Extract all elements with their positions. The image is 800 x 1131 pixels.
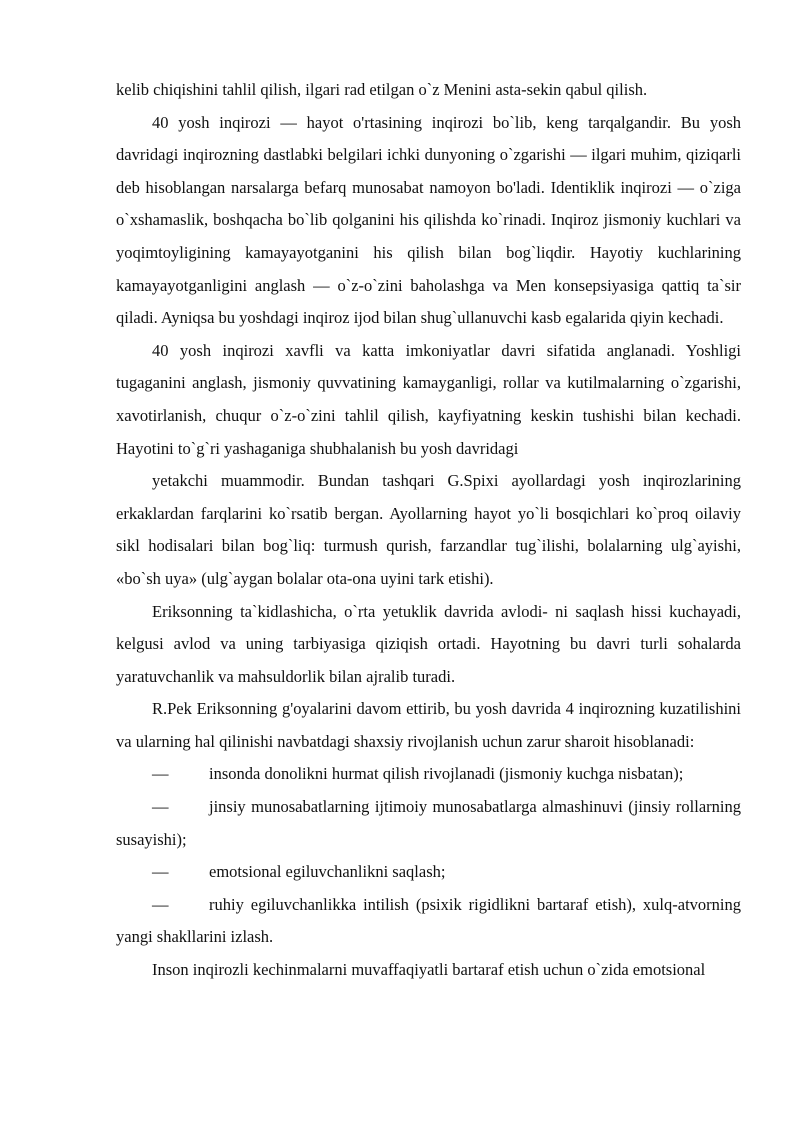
list-dash-marker: — bbox=[152, 894, 169, 914]
list-item-text: jinsiy munosabatlarning ijtimoiy munosabatlarga almashinuvi (jinsiy rollarning susayishi); bbox=[116, 797, 741, 849]
list-item-text: ruhiy egiluvchanlikka intilish (psixik rigidlikni bartaraf etish), xulq-atvorning yangi shakllarini izlash. bbox=[116, 894, 741, 947]
list-item-text: emotsional egiluvchanlikni saqlash; bbox=[209, 862, 446, 882]
paragraph-crisis-40: 40 yosh inqirozi — hayot o'rtasining inqirozi bo`lib, keng tarqalgandir. Bu yosh davridagi inqirozning dastlabki belgilari ichki dunyoning o`zgarishi — ilgari muhim, qiziqarli deb hisoblangan narsalarga befarq munosabat namoyon bo'ladi. Identiklik inqirozi — o`ziga o`xshamaslik, boshqacha bo`lib qolganini his qilishda ko`rinadi. Inqiroz jismoniy kuchlari va yoqimtoyligining kamayayotganini his qilish bilan bog`liqdir. Hayotiy kuchlarining kamayayotganligini anglash — o`z-o`zini baholashga va Men konsepsiyasiga qattiq ta`sir qiladi. Ayniqsa bu yoshdagi inqiroz ijod bilan shug`ullanuvchi kasb egalarida qiyin kechadi. bbox=[116, 112, 741, 328]
paragraph-peck: R.Pek Eriksonning g'oyalarini davom ettirib, bu yosh davrida 4 inqirozning kuzatilishini va ularning hal qilinishi navbatdagi shaxsiy rivojlanish uchun zarur sharoit hisoblanadi: bbox=[116, 699, 741, 751]
list-item bbox=[116, 856, 741, 889]
paragraph-crisis-opportunities: 40 yosh inqirozi xavfli va katta imkoniyatlar davri sifatida anglanadi. Yoshligi tugaganini anglash, jismoniy quvvatining kamayganligi, rollar va kutilmalarning o`zgarishi, xavotirlanish, chuqur o`z-o`zini tahlil qilish, kayfiyatning keskin tushishi bilan kechadi. Hayotini to`g`ri yashaganiga shubhalanish bu yosh davridagi bbox=[116, 340, 741, 458]
list-dash-marker: — bbox=[152, 764, 169, 784]
list-item-text: insonda donolikni hurmat qilish rivojlanadi (jismoniy kuchga nisbatan); bbox=[209, 764, 684, 784]
list-item bbox=[116, 791, 741, 856]
list-dash-marker: — bbox=[152, 797, 169, 817]
paragraph-continuation: kelib chiqishini tahlil qilish, ilgari rad etilgan o`z Menini asta-sekin qabul qilish. bbox=[116, 80, 648, 99]
paragraph-closing: Inson inqirozli kechinmalarni muvaffaqiyatli bartaraf etish uchun o`zida emotsional bbox=[152, 960, 706, 980]
list-item bbox=[116, 758, 741, 791]
list-item bbox=[116, 889, 741, 954]
paragraph-leading-problem: yetakchi muammodir. Bundan tashqari G.Spixi ayollardagi yosh inqirozlarining erkaklardan farqlarini ko`rsatib bergan. Ayollarning hayot yo`li bosqichlari ko`proq oilaviy sikl hodisalari bilan bog`liq: turmush qurish, farzandlar tug`ilishi, bolalarning ulg`ayishi, «bo`sh uya» (ulg`aygan bolalar ota-ona uyini tark etishi). bbox=[116, 471, 741, 588]
paragraph-erikson: Eriksonning ta`kidlashicha, o`rta yetuklik davrida avlodi- ni saqlash hissi kuchayadi, kelgusi avlod va uning tarbiyasiga qiziqish ortadi. Hayotning bu davri turli sohalarda yaratuvchanlik va mahsuldorlik bilan ajralib turadi. bbox=[116, 601, 741, 686]
document-body bbox=[116, 74, 741, 987]
list-dash-marker: — bbox=[152, 862, 169, 882]
